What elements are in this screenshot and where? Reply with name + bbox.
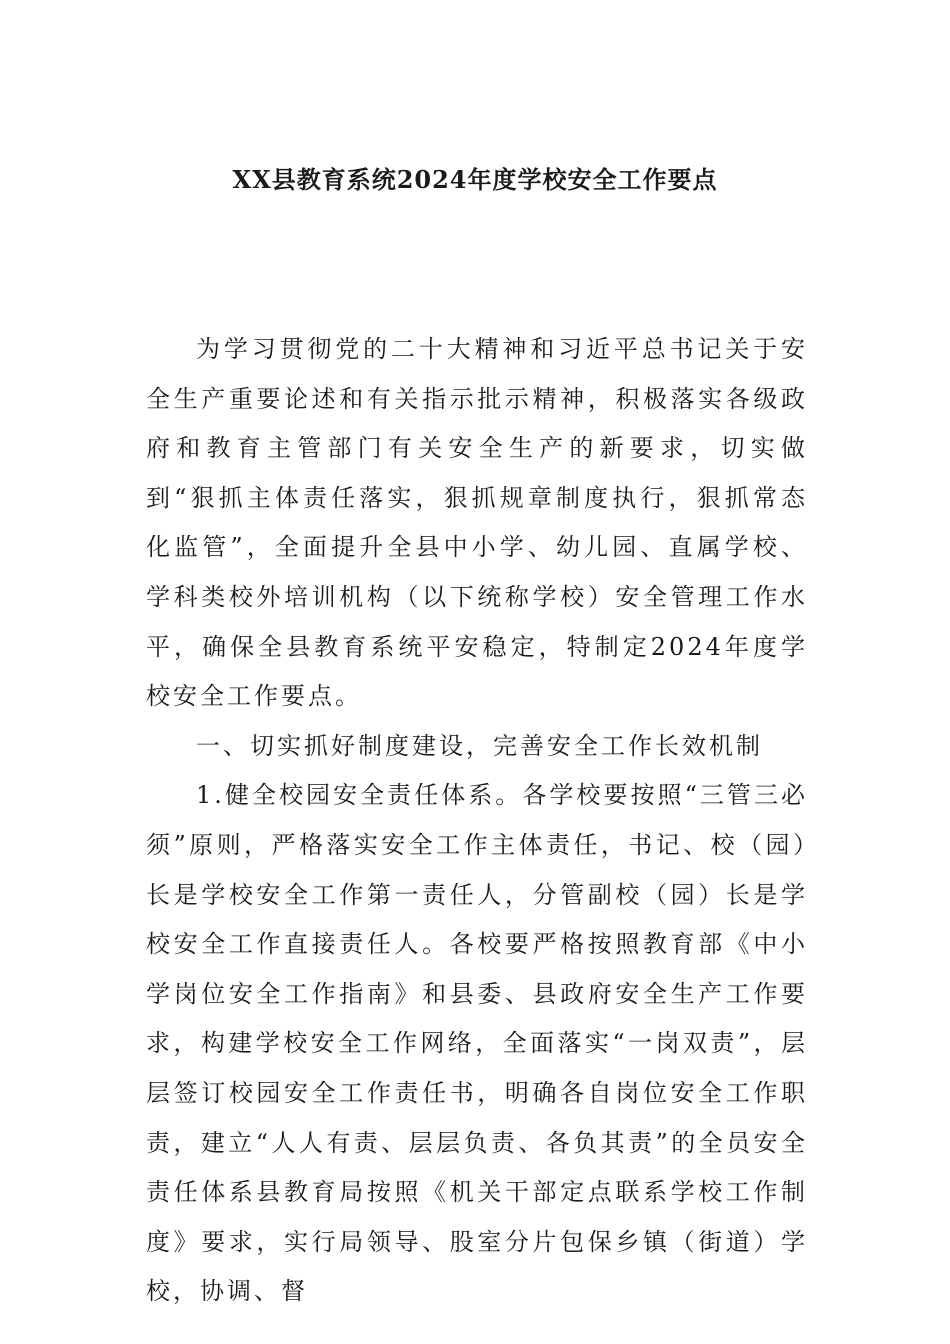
intro-paragraph: 为学习贯彻党的二十大精神和习近平总书记关于安全生产重要论述和有关指示批示精神，积极落实各级政府和教育主管部门有关安全生产的新要求，切实做到“狠抓主体责任落实，狠抓规章制度执行，狠抓常态化监管”，全面提升全县中小学、幼儿园、直属学校、学科类校外培训机构（以下统称学校）安全管理工作水平，确保全县教育系统平安稳定，特制定2024年度学校安全工作要点。 xyxy=(146,335,808,711)
item-paragraph-1: 1.健全校园安全责任体系。各学校要按照“三管三必须”原则，严格落实安全工作主体责任，书记、校（园）长是学校安全工作第一责任人，分管副校（园）长是学校安全工作直接责任人。各校要严格按照教育部《中小学岗位安全工作指南》和县委、县政府安全生产工作要求，构建学校安全工作网络，全面落实“一岗双责”，层层签订校园安全工作责任书，明确各自岗位安全工作职责，建立“人人有责、层层负责、各负其责”的全员安全责任体系县教育局按照《机关干部定点联系学校工作制度》要求，实行局领导、股室分片包保乡镇（街道）学校，协调、督 xyxy=(146,781,808,1306)
document-title: XX县教育系统2024年度学校安全工作要点 xyxy=(232,165,718,194)
document-body xyxy=(146,325,808,1317)
section-heading-1: 一、切实抓好制度建设，完善安全工作长效机制 xyxy=(196,731,763,760)
